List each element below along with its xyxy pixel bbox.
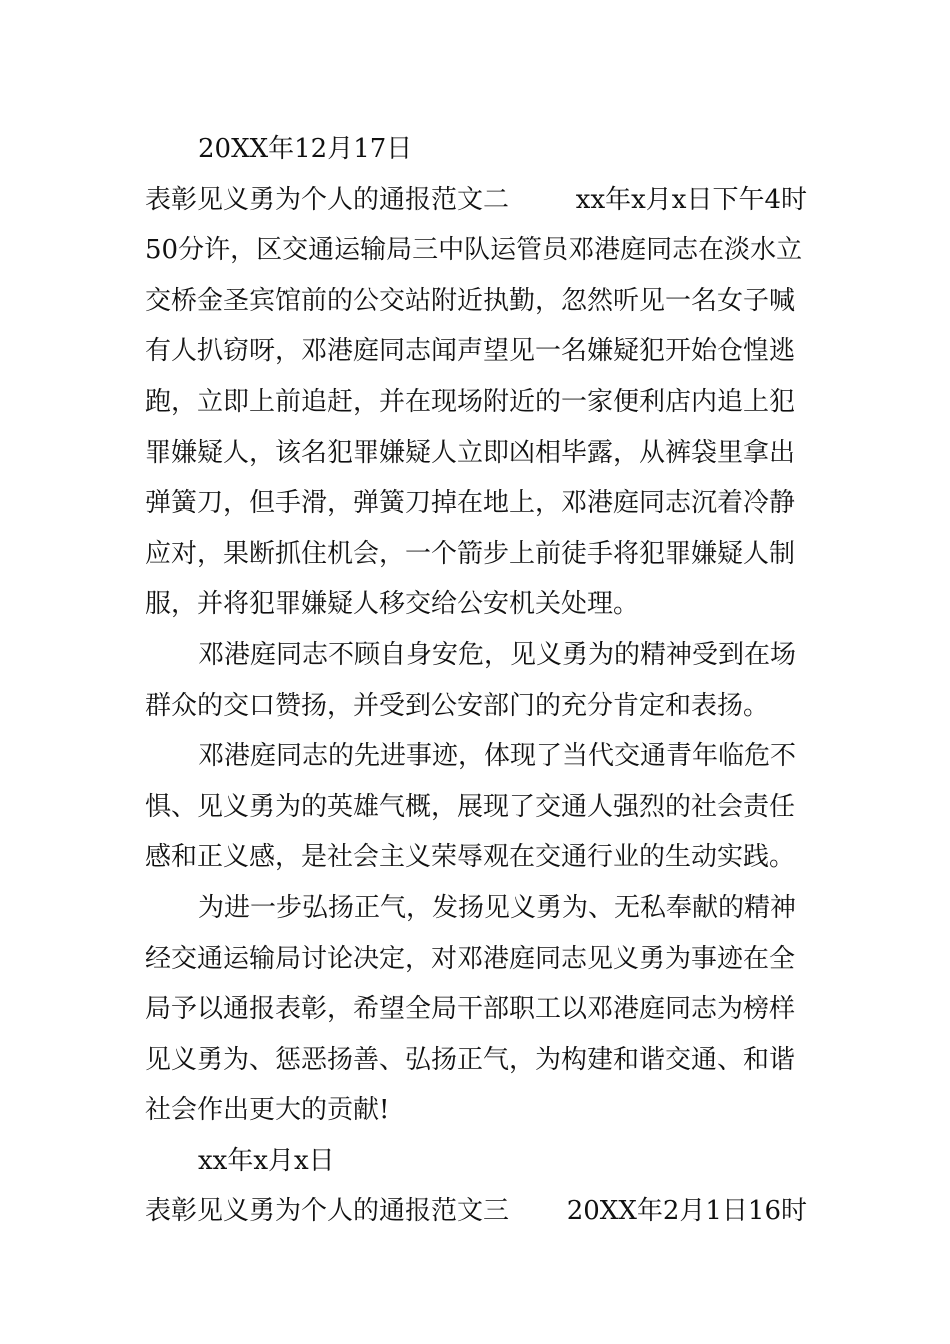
text-line: 弹簧刀，但手滑，弹簧刀掉在地上，邓港庭同志沉着冷静 [145, 488, 796, 519]
text-line: 罪嫌疑人，该名犯罪嫌疑人立即凶相毕露，从裤袋里拿出 [145, 437, 796, 468]
document-page [145, 124, 807, 1237]
text-line: 服，并将犯罪嫌疑人移交给公安机关处理。 [145, 589, 640, 620]
paragraph [145, 225, 807, 630]
text-line: 经交通运输局讨论决定，对邓港庭同志见义勇为事迹在全 [145, 943, 796, 974]
section-heading [145, 175, 807, 226]
section-heading [145, 1186, 807, 1237]
text-line: 有人扒窃呀，邓港庭同志闻声望见一名嫌疑犯开始仓惶逃 [145, 336, 796, 367]
date-line: xx年x月x日 [198, 1145, 335, 1176]
paragraph [145, 883, 807, 1136]
section-lead-text: 20XX年2月1日16时 [566, 1196, 807, 1227]
text-line: 见义勇为、惩恶扬善、弘扬正气，为构建和谐交通、和谐 [145, 1044, 796, 1075]
section-title: 表彰见义勇为个人的通报范文二 [145, 184, 510, 215]
text-line: 应对，果断抓住机会，一个箭步上前徒手将犯罪嫌疑人制 [145, 538, 796, 569]
text-line: 50分许，区交通运输局三中队运管员邓港庭同志在淡水立 [145, 235, 803, 266]
text-line: 惧、见义勇为的英雄气概，展现了交通人强烈的社会责任 [145, 791, 796, 822]
paragraph [145, 731, 807, 883]
text-line: 跑，立即上前追赶，并在现场附近的一家便利店内追上犯 [145, 386, 796, 417]
paragraph [145, 630, 807, 731]
text-line: 为进一步弘扬正气，发扬见义勇为、无私奉献的精神 [198, 892, 797, 923]
text-line: 交桥金圣宾馆前的公交站附近执勤，忽然听见一名女子喊 [145, 285, 796, 316]
text-line: 感和正义感，是社会主义荣辱观在交通行业的生动实践。 [145, 842, 796, 873]
text-line: 邓港庭同志的先进事迹，体现了当代交通青年临危不 [198, 741, 797, 772]
text-line: 群众的交口赞扬，并受到公安部门的充分肯定和表扬。 [145, 690, 770, 721]
text-line: 社会作出更大的贡献! [145, 1095, 390, 1126]
text-line: 局予以通报表彰，希望全局干部职工以邓港庭同志为榜样 [145, 994, 796, 1025]
section-title: 表彰见义勇为个人的通报范文三 [145, 1196, 510, 1227]
date-line: 20XX年12月17日 [198, 134, 413, 164]
text-line: 邓港庭同志不顾自身安危，见义勇为的精神受到在场 [198, 639, 797, 670]
section-lead-text: xx年x月x日下午4时 [575, 184, 807, 215]
